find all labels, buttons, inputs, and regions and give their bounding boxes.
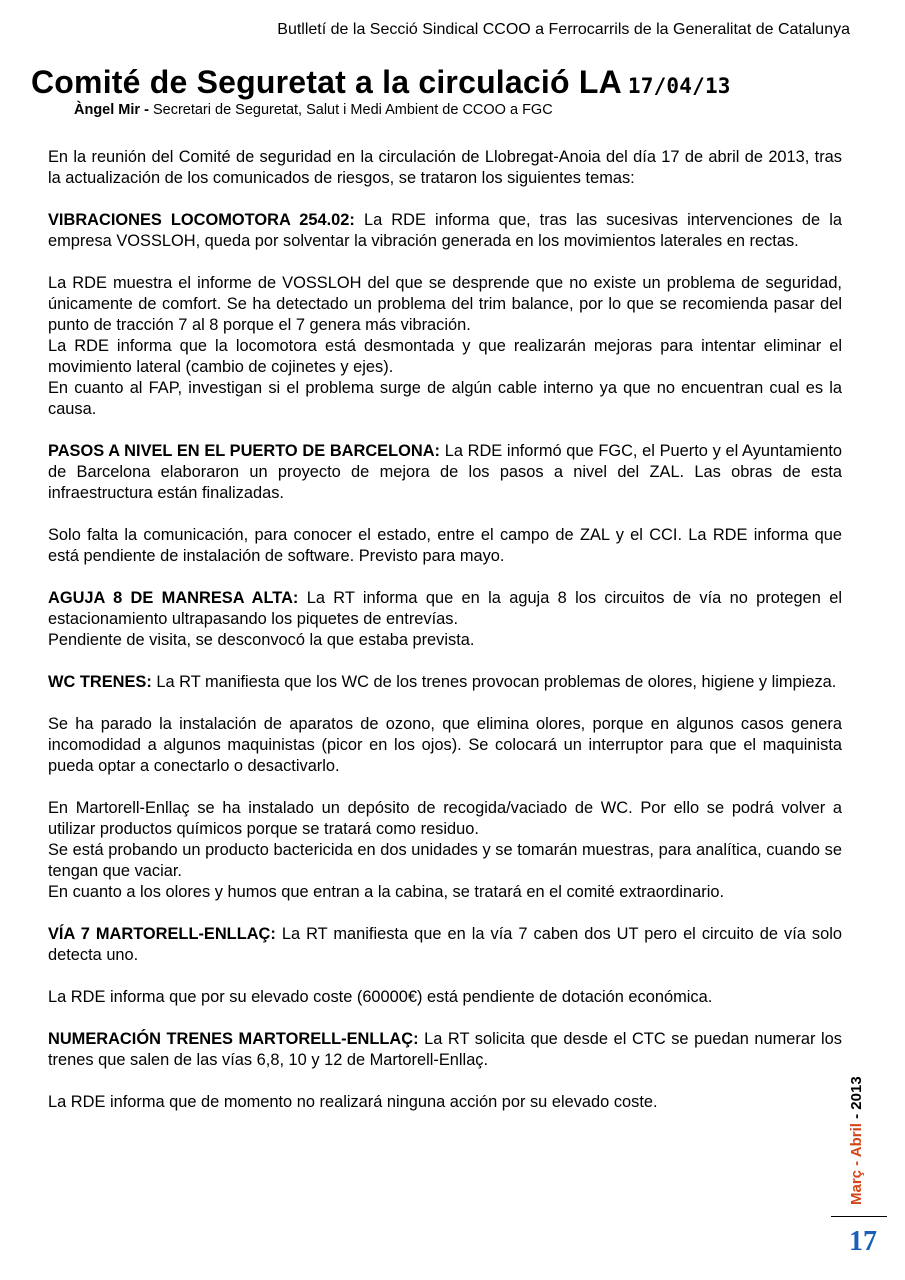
paragraph bbox=[48, 630, 842, 651]
section-heading: AGUJA 8 DE MANRESA ALTA: bbox=[48, 589, 299, 607]
paragraph-text: Se ha parado la instalación de aparatos de ozono, que elimina olores, porque en algunos casos genera incomodidad a algunos maquinistas (picor en los ojos). Se colocará un interruptor para que el maquinista pueda optar a conectarlo o desactivarlo. bbox=[48, 715, 842, 775]
paragraph bbox=[48, 273, 842, 336]
paragraph-text: La RT solicita que desde el CTC se puedan numerar los trenes que salen de las vías 6,8, 10 y 12 de Martorell-Enllaç. bbox=[48, 1030, 842, 1069]
section-heading: PASOS A NIVEL EN EL PUERTO DE BARCELONA: bbox=[48, 442, 440, 460]
section-heading: WC TRENES: bbox=[48, 673, 152, 691]
paragraph bbox=[48, 924, 842, 966]
paragraph bbox=[48, 1092, 842, 1113]
paragraph-text: En Martorell-Enllaç se ha instalado un depósito de recogida/vaciado de WC. Por ello se podrá volver a utilizar productos químicos porque se tratará como residuo. bbox=[48, 799, 842, 838]
paragraph-text: En cuanto al FAP, investigan si el problema surge de algún cable interno ya que no encuentran cual es la causa. bbox=[48, 379, 842, 418]
paragraph bbox=[48, 987, 842, 1008]
paragraph bbox=[48, 672, 842, 693]
content-block bbox=[48, 987, 842, 1008]
author-role: Secretari de Seguretat, Salut i Medi Ambient de CCOO a FGC bbox=[152, 102, 553, 118]
paragraph bbox=[48, 525, 842, 567]
content-block bbox=[48, 441, 842, 504]
paragraph-text: Se está probando un producto bactericida en dos unidades y se tomarán muestras, para analítica, cuando se tengan que vaciar. bbox=[48, 841, 842, 880]
section-heading: VÍA 7 MARTORELL-ENLLAÇ: bbox=[48, 925, 276, 943]
paragraph bbox=[48, 798, 842, 840]
paragraph-text: Solo falta la comunicación, para conocer el estado, entre el campo de ZAL y el CCI. La RDE informa que está pendiente de instalación de software. Previsto para mayo. bbox=[48, 526, 842, 565]
paragraph bbox=[48, 588, 842, 630]
running-header: Butlletí de la Secció Sindical CCOO a Ferrocarrils de la Generalitat de Catalunya bbox=[277, 21, 850, 38]
paragraph-text: En cuanto a los olores y humos que entran a la cabina, se tratará en el comité extraordinario. bbox=[48, 883, 725, 901]
article-body bbox=[48, 147, 842, 1134]
paragraph-text: La RDE informó que FGC, el Puerto y el Ayuntamiento de Barcelona elaboraron un proyecto de mejora de los pasos a nivel del ZAL. Las obras de esta infraestructura están finalizadas. bbox=[48, 442, 842, 502]
paragraph-text: La RT manifiesta que en la vía 7 caben dos UT pero el circuito de vía solo detecta uno. bbox=[48, 925, 842, 964]
paragraph-text: La RDE informa que, tras las sucesivas intervenciones de la empresa VOSSLOH, queda por solventar la vibración generada en los movimientos laterales en rectas. bbox=[48, 211, 842, 250]
paragraph bbox=[48, 147, 842, 189]
content-block bbox=[48, 147, 842, 189]
paragraph-text: La RT manifiesta que los WC de los trenes provocan problemas de olores, higiene y limpieza. bbox=[151, 673, 837, 691]
author-name: Àngel Mir - bbox=[74, 102, 149, 118]
paragraph-text: La RT informa que en la aguja 8 los circuitos de vía no protegen el estacionamiento ultrapasando los piquetes de entrevías. bbox=[48, 589, 842, 628]
paragraph-text: La RDE informa que de momento no realizará ninguna acción por su elevado coste. bbox=[48, 1093, 658, 1111]
content-block bbox=[48, 798, 842, 903]
content-block bbox=[48, 525, 842, 567]
content-block bbox=[48, 588, 842, 651]
paragraph-text: En la reunión del Comité de seguridad en la circulación de Llobregat-Anoia del día 17 de abril de 2013, tras la actualización de los comunicados de riesgos, se trataron los siguientes temas: bbox=[48, 148, 842, 187]
paragraph bbox=[48, 441, 842, 504]
paragraph-text: La RDE muestra el informe de VOSSLOH del que se desprende que no existe un problema de seguridad, únicamente de comfort. Se ha detectado un problema del trim balance, por lo que se recomienda pasar del punto de tracción 7 al 8 porque el 7 genera más vibración. bbox=[48, 274, 842, 334]
content-block bbox=[48, 714, 842, 777]
content-block bbox=[48, 1092, 842, 1113]
issue-date-vertical bbox=[848, 1076, 865, 1205]
paragraph-text: La RDE informa que por su elevado coste (60000€) está pendiente de dotación económica. bbox=[48, 988, 713, 1006]
paragraph-text: Pendiente de visita, se desconvocó la que estaba prevista. bbox=[48, 631, 475, 649]
paragraph bbox=[48, 378, 842, 420]
article-title bbox=[31, 64, 731, 101]
issue-months: Març - Abril bbox=[848, 1123, 865, 1205]
paragraph bbox=[48, 882, 842, 903]
section-heading: VIBRACIONES LOCOMOTORA 254.02: bbox=[48, 211, 355, 229]
content-block bbox=[48, 1029, 842, 1071]
paragraph bbox=[48, 336, 842, 378]
paragraph-text: La RDE informa que la locomotora está desmontada y que realizarán mejoras para intentar eliminar el movimiento lateral (cambio de cojinetes y ejes). bbox=[48, 337, 842, 376]
paragraph bbox=[48, 210, 842, 252]
content-block bbox=[48, 672, 842, 693]
author-line bbox=[74, 102, 553, 118]
paragraph bbox=[48, 840, 842, 882]
paragraph bbox=[48, 714, 842, 777]
paragraph bbox=[48, 1029, 842, 1071]
issue-year: - 2013 bbox=[848, 1076, 865, 1124]
title-text: Comité de Seguretat a la circulació LA bbox=[31, 64, 622, 100]
content-block bbox=[48, 210, 842, 252]
page-number-rule bbox=[831, 1216, 887, 1217]
content-block bbox=[48, 273, 842, 420]
article-date: 17/04/13 bbox=[627, 74, 731, 98]
content-block bbox=[48, 924, 842, 966]
section-heading: NUMERACIÓN TRENES MARTORELL-ENLLAÇ: bbox=[48, 1030, 419, 1048]
page-number: 17 bbox=[849, 1226, 877, 1257]
